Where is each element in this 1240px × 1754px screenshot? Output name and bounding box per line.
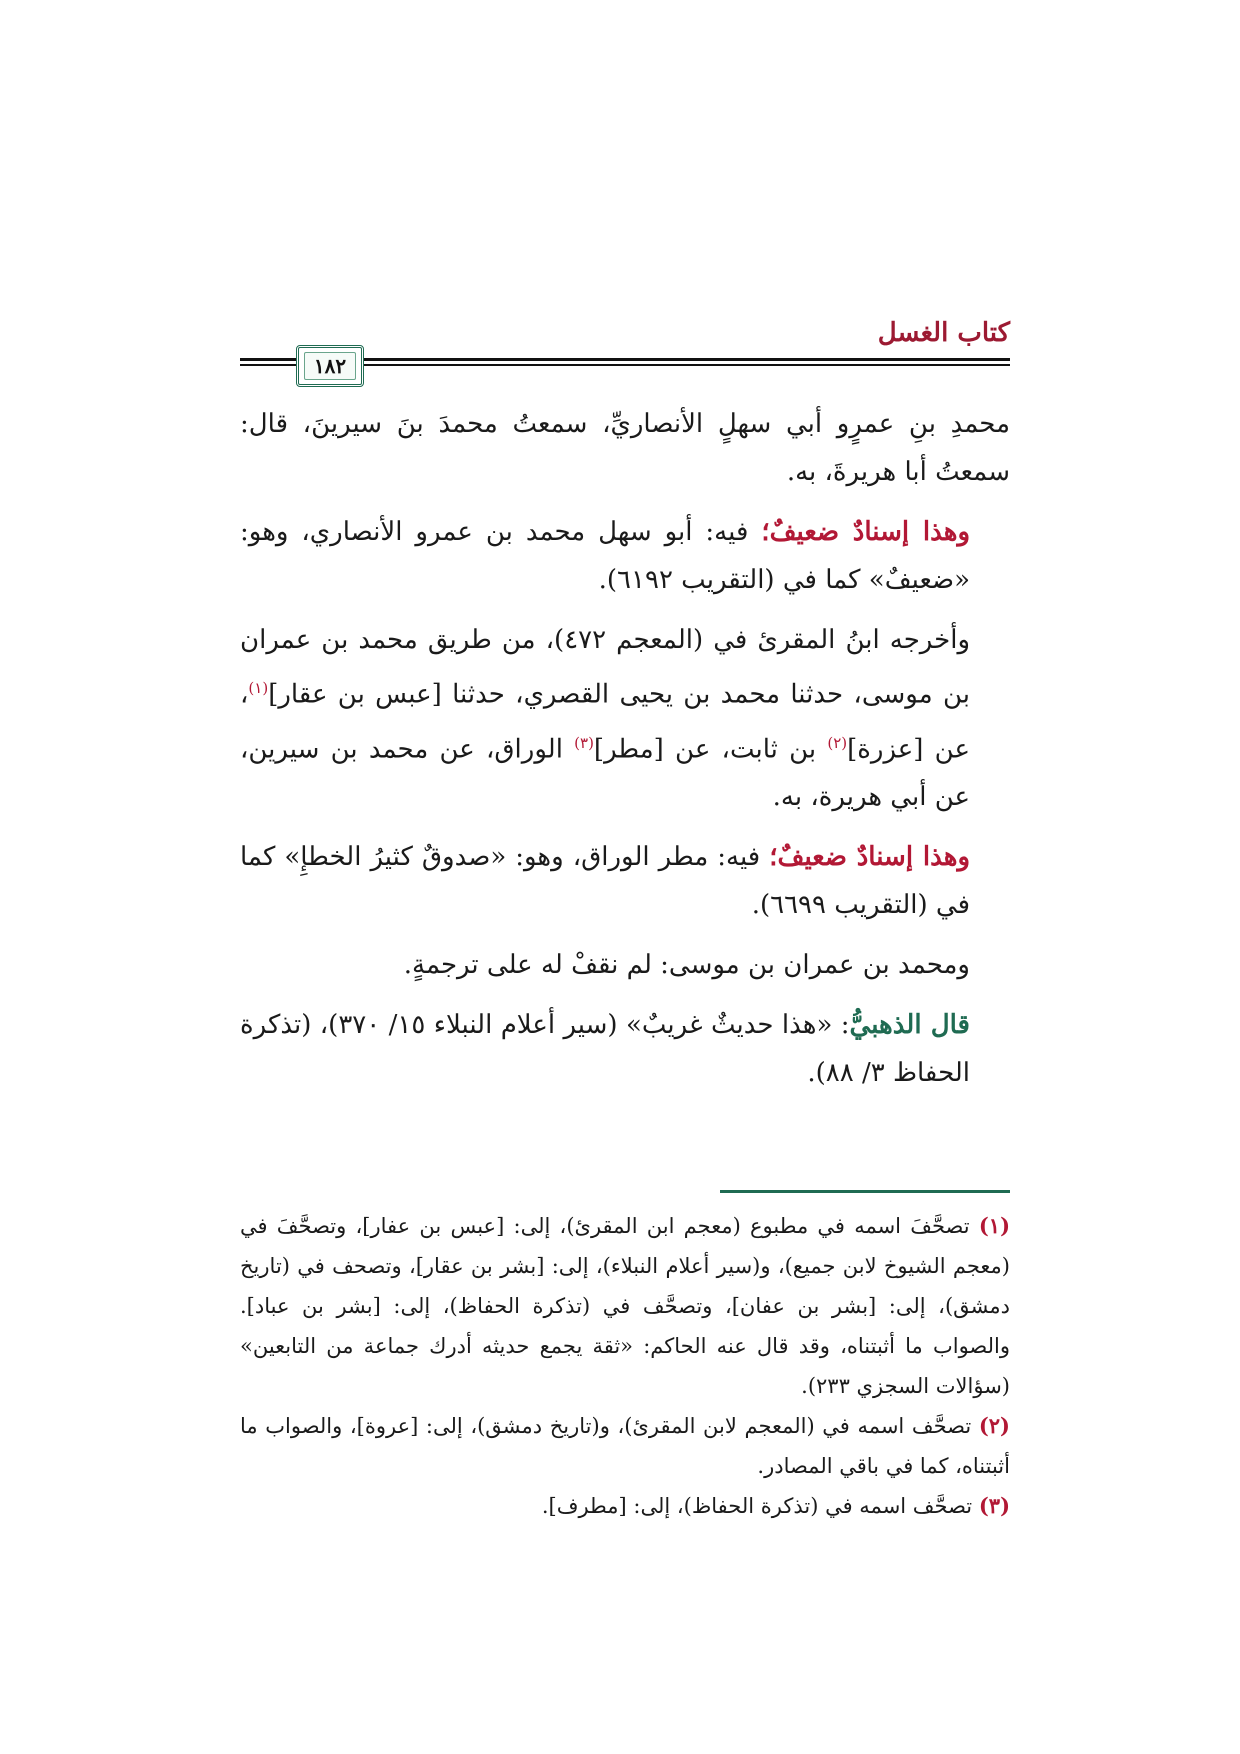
paragraph-1-text: محمدِ بنِ عمرٍو أبي سهلٍ الأنصاريِّ، سمعتُ محمدَ بنَ سيرينَ، قال: سمعتُ أبا هريرةَ، به. [240,409,1010,487]
paragraph-3-text-d: الوراق، عن محمد بن سيرين، عن أبي هريرة، به. [240,734,970,813]
footnote-number-1: (١) [978,1213,1010,1238]
page-number-rule-left-2 [240,364,288,366]
footnote-text-3: تصحَّف اسمه في (تذكرة الحفاظ)، إلى: [مطرف]. [541,1494,973,1518]
paragraph-5-text: ومحمد بن عمران بن موسى: لم نقفْ له على ترجمةٍ. [403,950,970,981]
footnote-number-2: (٢) [978,1413,1010,1438]
paragraph-6 [240,1001,1010,1097]
footnote-text-1: تصحَّفَ اسمه في مطبوع (معجم ابن المقرئ)، إلى: [عبس بن عفار]، وتصحَّفَ في (معجم الشيوخ لابن جميع)، و(سير أعلام النبلاء)، إلى: [بشر بن عقار]، وتصحف في (تاريخ دمشق)، إلى: [بشر بن عفان]، وتصحَّف في (تذكرة الحفاظ)، إلى: [بشر بن عباد]. والصواب ما أثبتناه، وقد قال عنه الحاكم: «ثقة يجمع حديثه أدرك جماعة من التابعين» (سؤالات السجزي ٢٣٣). [240,1214,1010,1398]
footnote-separator [720,1190,1010,1193]
footnote-3 [240,1486,1010,1526]
footnote-number-3: (٣) [978,1493,1010,1518]
footnote-1 [240,1206,1010,1406]
paragraph-1 [240,400,1010,496]
footnote-ref-3[interactable]: (٣) [574,733,594,752]
footnote-2 [240,1406,1010,1486]
page-number: ١٨٢ [313,354,347,378]
page-number-frame [296,345,364,387]
weak-chain-label: وهذا إسنادٌ ضعيفٌ؛ [761,517,970,547]
footnote-text-2: تصحَّف اسمه في (المعجم لابن المقرئ)، و(تاريخ دمشق)، إلى: [عروة]، والصواب ما أثبتناه، كما في باقي المصادر. [240,1414,1010,1478]
footnotes [240,1206,1010,1526]
weak-chain-label-2: وهذا إسنادٌ ضعيفٌ؛ [769,842,971,873]
paragraph-6-text: : «هذا حديثٌ غريبٌ» (سير أعلام النبلاء ١٥/ ٣٧٠)، (تذكرة الحفاظ ٣/ ٨٨). [240,1010,970,1089]
paragraph-3 [240,616,1010,821]
paragraph-3-text-b: ، عن [عزرة] [240,679,970,765]
page-header [240,318,1010,390]
main-text [240,400,1010,1109]
page-number-ornament [304,352,356,380]
dhahabi-label: قال الذهبيُّ [849,1010,970,1041]
footnote-ref-2[interactable]: (٢) [827,733,848,752]
paragraph-4 [240,833,1010,929]
paragraph-2-text: فيه: أبو سهل محمد بن عمرو الأنصاري، وهو: «ضعيفٌ» كما في (التقريب ٦١٩٢). [240,517,970,595]
paragraph-4-text: فيه: مطر الوراق، وهو: «صدوقٌ كثيرُ الخطإِ» كما في (التقريب ٦٦٩٩). [240,842,970,921]
paragraph-5 [240,941,1010,989]
paragraph-3-text-a: وأخرجه ابنُ المقرئ في (المعجم ٤٧٢)، من طريق محمد بن عمران بن موسى، حدثنا محمد بن يحيى القصري، حدثنا [عبس بن عقار] [240,625,970,710]
book-title: كتاب الغسل [877,318,1010,348]
paragraph-2 [240,508,1010,604]
page-number-rule-left [240,358,288,361]
footnote-ref-1[interactable]: (١) [248,679,269,697]
paragraph-3-text-c: بن ثابت، عن [مطر] [593,734,828,765]
